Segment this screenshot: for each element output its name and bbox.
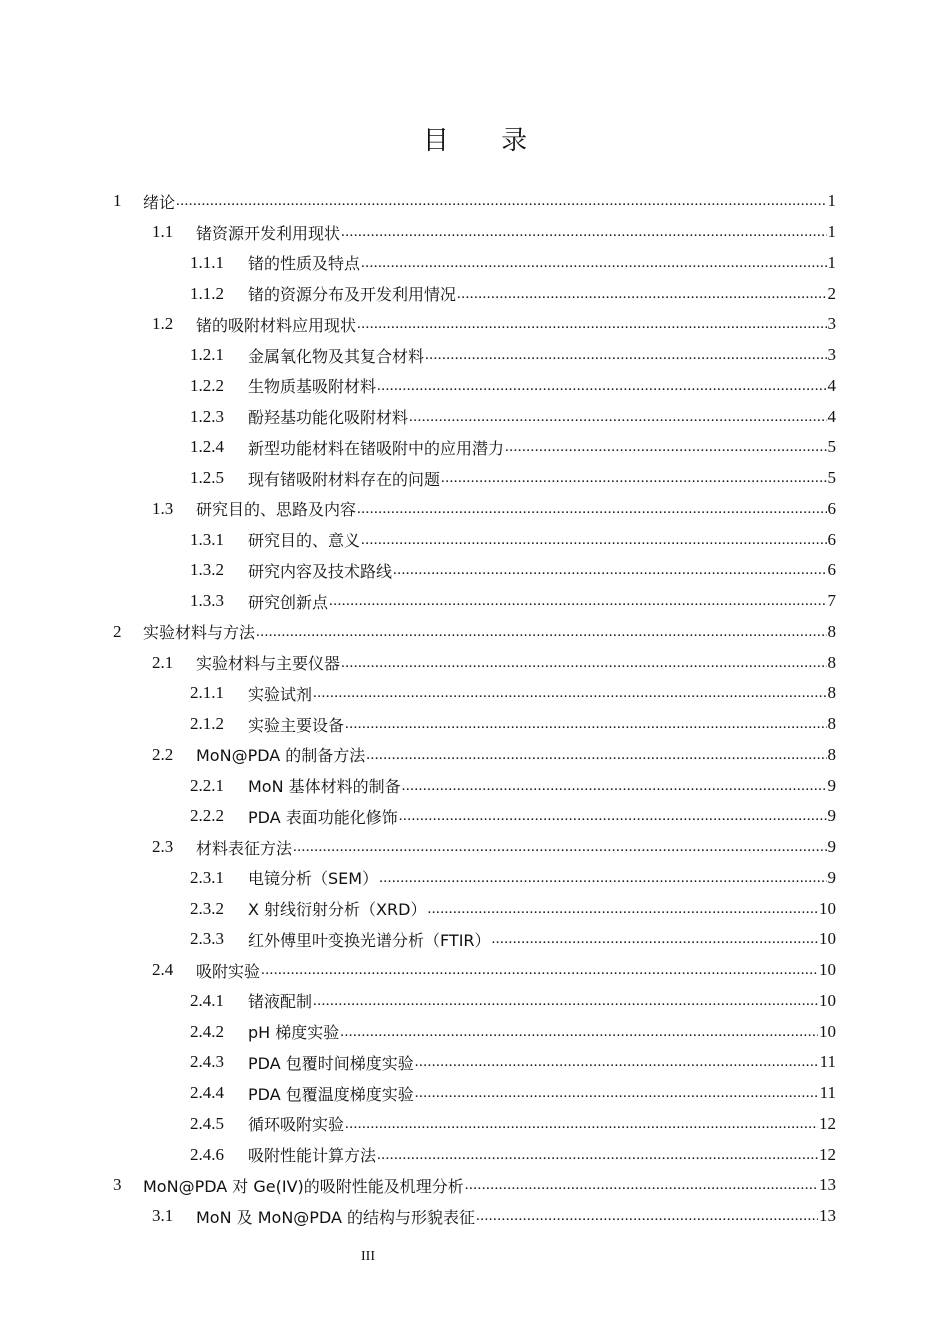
toc-entry-number: 1.2.5	[190, 468, 224, 488]
toc-entry-number: 1.2.1	[190, 345, 224, 365]
dot-leader	[441, 469, 826, 487]
dot-leader	[377, 377, 826, 395]
toc-entry[interactable]	[0, 801, 950, 832]
toc-entry-page: 8	[827, 714, 836, 734]
toc-entry-title: 新型功能材料在锗吸附中的应用潜力	[248, 438, 505, 458]
toc-entry-number: 1.3.2	[190, 560, 224, 580]
toc-entry-page: 8	[827, 652, 836, 672]
toc-entry[interactable]	[0, 1201, 950, 1232]
toc-entry-number: 2.1.1	[190, 683, 224, 703]
toc-entry[interactable]	[0, 863, 950, 894]
toc-entry[interactable]	[0, 524, 950, 555]
toc-entry-title: 实验材料与方法	[143, 623, 256, 643]
dot-leader	[465, 1176, 818, 1194]
toc-entry-number: 1.2.3	[190, 406, 224, 426]
toc-entry-title: MoN@PDA 的制备方法	[196, 746, 366, 766]
toc-entry-title: 生物质基吸附材料	[248, 377, 377, 397]
toc-entry-number: 2	[113, 621, 122, 641]
toc-entry-number: 1.1.2	[190, 283, 224, 303]
dot-leader	[361, 531, 826, 549]
toc-entry[interactable]	[0, 955, 950, 986]
dot-leader	[341, 654, 826, 672]
toc-entry[interactable]	[0, 371, 950, 402]
toc-entry-title: 循环吸附实验	[248, 1115, 345, 1135]
toc-entry-title: 研究创新点	[248, 592, 329, 612]
dot-leader	[476, 1207, 818, 1225]
toc-entry-page: 12	[819, 1144, 836, 1164]
toc-entry-title: 锗液配制	[248, 992, 313, 1012]
dot-leader	[415, 1084, 819, 1102]
toc-entry-page: 8	[827, 744, 836, 764]
toc-entry-title: MoN 基体材料的制备	[248, 777, 401, 797]
toc-entry-page: 6	[827, 498, 836, 518]
toc-entry-number: 2.1	[152, 652, 174, 672]
toc-entry-title: 吸附实验	[196, 961, 261, 981]
toc-entry-page: 9	[827, 806, 836, 826]
dot-leader	[357, 315, 826, 333]
toc-entry[interactable]	[0, 278, 950, 309]
toc-entry-number: 1.1.1	[190, 252, 224, 272]
toc-entry-page: 3	[827, 345, 836, 365]
toc-entry[interactable]	[0, 555, 950, 586]
dot-leader	[329, 592, 826, 610]
toc-entry-page: 4	[827, 375, 836, 395]
toc-entry-page: 10	[819, 898, 836, 918]
toc-entry-page: 1	[827, 252, 836, 272]
dot-leader	[393, 561, 826, 579]
toc-entry-page: 12	[819, 1113, 836, 1133]
toc-entry[interactable]	[0, 1078, 950, 1109]
dot-leader	[345, 715, 826, 733]
dot-leader	[409, 408, 826, 426]
toc-entry[interactable]	[0, 924, 950, 955]
toc-entry-number: 2.4	[152, 960, 174, 980]
toc-entry[interactable]	[0, 217, 950, 248]
toc-entry-title: PDA 表面功能化修饰	[248, 807, 398, 827]
dot-leader	[176, 192, 826, 210]
toc-entry-number: 2.2	[152, 744, 174, 764]
toc-entry-number: 1.2.2	[190, 375, 224, 395]
toc-entry[interactable]	[0, 986, 950, 1017]
toc-entry-title: X 射线衍射分析（XRD）	[248, 900, 427, 920]
toc-entry-page: 9	[827, 775, 836, 795]
toc-entry[interactable]	[0, 832, 950, 863]
toc-entry-title: pH 梯度实验	[248, 1023, 340, 1043]
toc-entry-page: 4	[827, 406, 836, 426]
toc-entry-page: 1	[827, 191, 836, 211]
toc-entry[interactable]	[0, 586, 950, 617]
toc-entry-number: 2.2.1	[190, 775, 224, 795]
toc-entry-number: 1.3	[152, 498, 174, 518]
toc-entry-title: 锗的吸附材料应用现状	[196, 315, 357, 335]
toc-entry[interactable]	[0, 186, 950, 217]
toc-entry-title: 实验主要设备	[248, 715, 345, 735]
dot-leader	[492, 930, 818, 948]
toc-entry[interactable]	[0, 1139, 950, 1170]
toc-entry-page: 5	[827, 468, 836, 488]
toc-entry-number: 2.4.2	[190, 1021, 224, 1041]
toc-entry[interactable]	[0, 432, 950, 463]
toc-entry-page: 8	[827, 621, 836, 641]
page-number: III	[361, 1249, 375, 1264]
dot-leader	[377, 1146, 818, 1164]
toc-entry-page: 2	[827, 283, 836, 303]
dot-leader	[261, 961, 818, 979]
toc-entry-number: 2.3.2	[190, 898, 224, 918]
toc-entry-title: 锗资源开发利用现状	[196, 223, 341, 243]
toc-entry-number: 2.3	[152, 837, 174, 857]
toc-entry-page: 8	[827, 683, 836, 703]
dot-leader	[313, 992, 818, 1010]
toc-entry-number: 2.4.6	[190, 1144, 224, 1164]
dot-leader	[293, 838, 826, 856]
toc-entry-number: 3	[113, 1175, 122, 1195]
toc-entry-page: 11	[819, 1052, 836, 1072]
toc-entry-page: 9	[827, 837, 836, 857]
dot-leader	[345, 1115, 818, 1133]
toc-entry-title: 锗的性质及特点	[248, 254, 361, 274]
toc-entry-page: 13	[819, 1175, 836, 1195]
toc-entry-title: 酚羟基功能化吸附材料	[248, 408, 409, 428]
toc-entry-number: 1.1	[152, 222, 174, 242]
toc-entry-title: 实验试剂	[248, 684, 313, 704]
toc-entry-page: 6	[827, 529, 836, 549]
toc-entry[interactable]	[0, 893, 950, 924]
toc-entry-number: 2.3.1	[190, 867, 224, 887]
toc-entry-title: 研究目的、思路及内容	[196, 500, 357, 520]
toc-entry[interactable]	[0, 463, 950, 494]
toc-entry-title: 红外傅里叶变换光谱分析（FTIR）	[248, 930, 491, 950]
dot-leader	[425, 346, 826, 364]
toc-entry-page: 5	[827, 437, 836, 457]
toc-entry-number: 2.4.1	[190, 990, 224, 1010]
toc-entry-number: 2.1.2	[190, 714, 224, 734]
toc-entry-title: 绪论	[143, 192, 176, 212]
toc-entry[interactable]	[0, 1016, 950, 1047]
toc-entry-title: 金属氧化物及其复合材料	[248, 346, 425, 366]
toc-entry[interactable]	[0, 740, 950, 771]
toc-entry-title: 锗的资源分布及开发利用情况	[248, 285, 457, 305]
table-of-contents	[0, 186, 950, 1232]
toc-entry[interactable]	[0, 709, 950, 740]
toc-entry-number: 3.1	[152, 1206, 174, 1226]
toc-entry-number: 1.2	[152, 314, 174, 334]
toc-entry[interactable]	[0, 1047, 950, 1078]
dot-leader	[399, 807, 827, 825]
toc-entry-page: 10	[819, 990, 836, 1010]
toc-entry-page: 7	[827, 591, 836, 611]
toc-entry-page: 11	[819, 1083, 836, 1103]
toc-entry[interactable]	[0, 309, 950, 340]
toc-entry[interactable]	[0, 678, 950, 709]
toc-entry-title: 研究目的、意义	[248, 531, 361, 551]
toc-entry-title: 材料表征方法	[196, 838, 293, 858]
toc-entry-title: 电镜分析（SEM）	[248, 869, 379, 889]
toc-entry[interactable]	[0, 1170, 950, 1201]
dot-leader	[505, 438, 826, 456]
page-title: 目 录	[422, 126, 550, 156]
toc-entry-page: 1	[827, 222, 836, 242]
toc-entry[interactable]	[0, 647, 950, 678]
toc-entry-number: 2.4.3	[190, 1052, 224, 1072]
toc-entry-number: 1.2.4	[190, 437, 224, 457]
toc-entry-page: 10	[819, 1021, 836, 1041]
toc-entry-number: 1.3.3	[190, 591, 224, 611]
toc-entry-number: 2.3.3	[190, 929, 224, 949]
toc-entry-title: 现有锗吸附材料存在的问题	[248, 469, 441, 489]
dot-leader	[427, 900, 818, 918]
dot-leader	[341, 223, 826, 241]
toc-entry[interactable]	[0, 770, 950, 801]
dot-leader	[313, 684, 826, 702]
toc-entry[interactable]	[0, 617, 950, 648]
toc-entry-number: 2.4.5	[190, 1113, 224, 1133]
toc-entry-number: 2.2.2	[190, 806, 224, 826]
toc-entry-title: 研究内容及技术路线	[248, 561, 393, 581]
toc-entry-title: PDA 包覆温度梯度实验	[248, 1084, 414, 1104]
toc-entry-title: 实验材料与主要仪器	[196, 654, 341, 674]
dot-leader	[366, 746, 826, 764]
dot-leader	[379, 869, 826, 887]
dot-leader	[361, 254, 826, 272]
toc-entry[interactable]	[0, 340, 950, 371]
toc-entry[interactable]	[0, 248, 950, 279]
toc-entry[interactable]	[0, 1109, 950, 1140]
toc-entry-title: PDA 包覆时间梯度实验	[248, 1053, 414, 1073]
toc-entry-title: MoN 及 MoN@PDA 的结构与形貌表征	[196, 1207, 476, 1227]
dot-leader	[340, 1023, 818, 1041]
toc-entry-title: MoN@PDA 对 Ge(IV)的吸附性能及机理分析	[143, 1176, 464, 1196]
toc-entry-number: 1	[113, 191, 122, 211]
toc-entry-number: 2.4.4	[190, 1083, 224, 1103]
toc-entry-title: 吸附性能计算方法	[248, 1146, 377, 1166]
dot-leader	[457, 285, 826, 303]
dot-leader	[357, 500, 826, 518]
dot-leader	[415, 1053, 819, 1071]
toc-entry-page: 10	[819, 929, 836, 949]
toc-entry-page: 10	[819, 960, 836, 980]
toc-entry[interactable]	[0, 401, 950, 432]
toc-entry-page: 3	[827, 314, 836, 334]
dot-leader	[256, 623, 826, 641]
dot-leader	[402, 777, 827, 795]
toc-entry-page: 13	[819, 1206, 836, 1226]
toc-entry-page: 6	[827, 560, 836, 580]
toc-entry-number: 1.3.1	[190, 529, 224, 549]
toc-entry-page: 9	[827, 867, 836, 887]
toc-entry[interactable]	[0, 494, 950, 525]
